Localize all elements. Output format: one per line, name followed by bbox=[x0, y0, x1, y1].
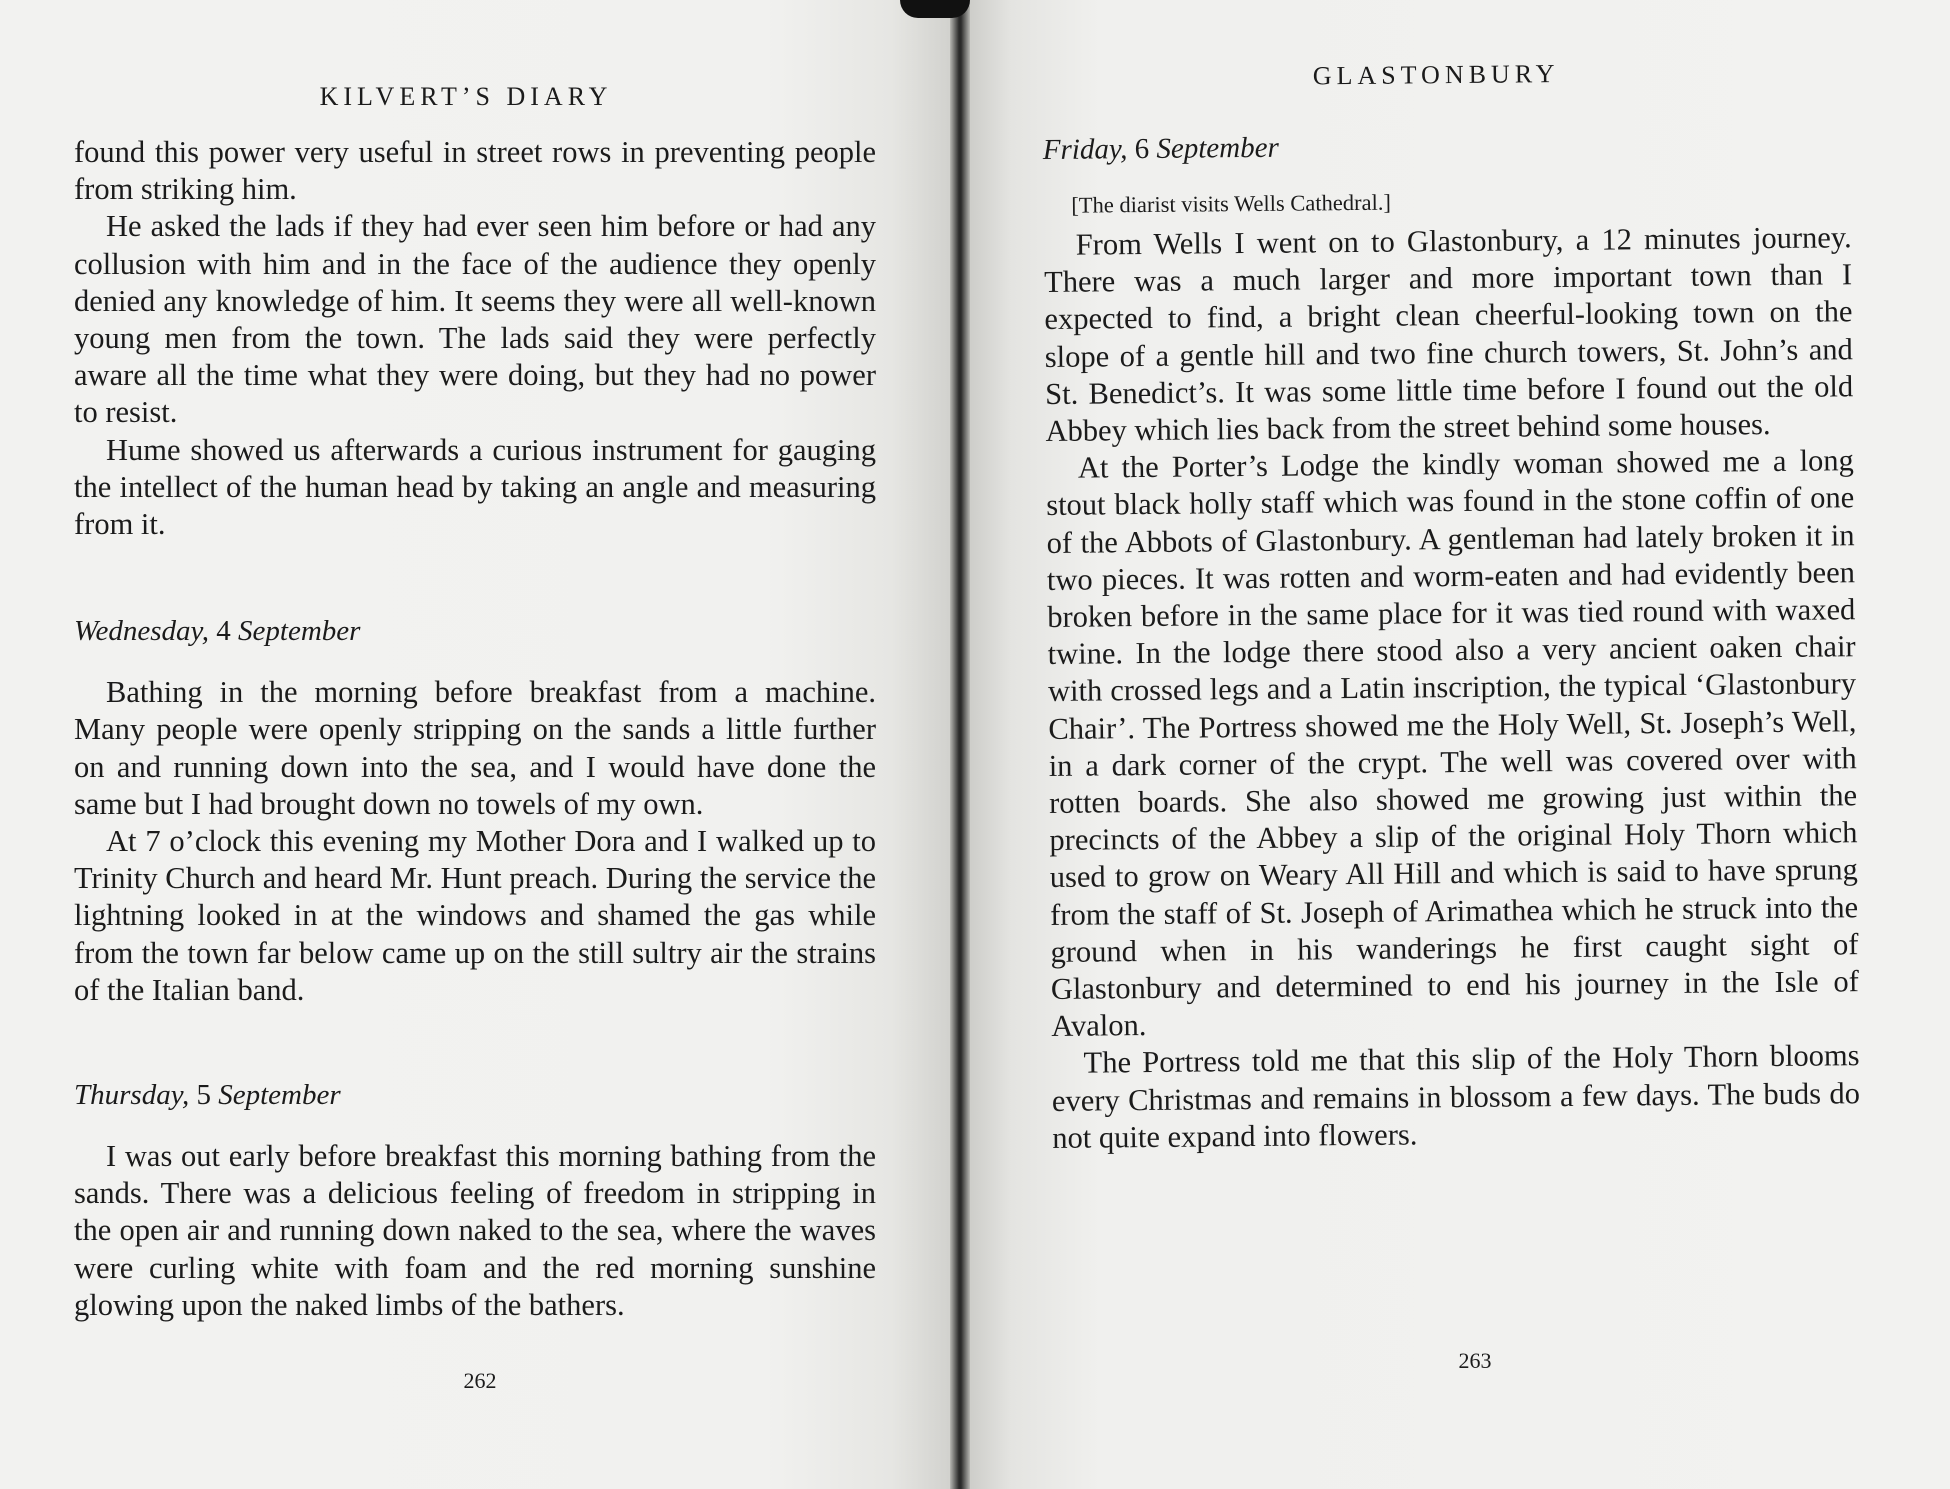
date-number: 4 bbox=[216, 615, 231, 648]
date-day: Thursday, bbox=[74, 1079, 190, 1112]
paragraph: Bathing in the morning before breakfast from a machine. Many people were openly stripping on the sands a little further on and running down into the sea, and I would have done the same but I had brought down no towels of my own. bbox=[74, 675, 876, 821]
spine-top bbox=[900, 0, 970, 18]
paragraph: At the Porter’s Lodge the kindly woman showed me a long stout black holly staff which was found in the stone coffin of one of the Abbots of Glastonbury. A gentleman had lately broken it in two pieces. It was rotten and worm-eaten and had evidently been broken before in the same place for it was tied round with waxed twine. In the lodge there stood also a very ancient oaken chair with crossed legs and a Latin inscription, the typical ‘Glastonbury Chair’. The Portress showed me the Holy Well, St. Joseph’s Well, in a dark corner of the crypt. The well was covered over with rotten boards. She also showed me growing just within the precincts of the Abbey a slip of the original Holy Thorn which used to grow on Weary All Hill and which is said to have sprung from the staff of St. Joseph of Arimathea which he struck into the ground when in his wanderings he first caught sight of Glastonbury and determined to end his journey in the Isle of Avalon. bbox=[1046, 443, 1860, 1044]
date-number: 5 bbox=[196, 1079, 211, 1112]
running-head-left: KILVERT’S DIARY bbox=[319, 82, 613, 111]
left-page bbox=[0, 0, 958, 1489]
right-page-content bbox=[1042, 56, 1860, 1157]
paragraph: found this power very useful in street rows in preventing people from striking him. bbox=[74, 135, 876, 207]
paragraph: The Portress told me that this slip of the Holy Thorn blooms every Christmas and remains in blossom a few days. The buds do not quite expand into flowers. bbox=[1051, 1038, 1861, 1155]
date-month: September bbox=[238, 615, 361, 648]
page-number-right: 263 bbox=[1458, 1348, 1492, 1373]
date-day: Wednesday, bbox=[74, 615, 210, 648]
page-number-left: 262 bbox=[463, 1368, 497, 1393]
date-day: Friday, bbox=[1042, 133, 1128, 166]
paragraph: At 7 o’clock this evening my Mother Dora and I walked up to Trinity Church and heard Mr. Hunt preach. During the service the lightning looked in at the windows and shamed the gas while from the town far below came up on the still sultry air the strains of the Italian band. bbox=[74, 824, 876, 1007]
paragraph: From Wells I went on to Glastonbury, a 12 minutes journey. There was a much larger and more important town than I expected to find, a bright clean cheerful-looking town on the slope of a gentle hill and two fine church towers, St. John’s and St. Benedict’s. It was some little time before I found out the old Abbey which lies back from the street behind some houses. bbox=[1043, 220, 1854, 448]
paragraph: He asked the lads if they had ever seen him before or had any collusion with him and in the face of the audience they openly denied any knowledge of him. It seems they were all well-known young men from the town. The lads said they were perfectly aware all the time what they were doing, but they had no power to resist. bbox=[74, 209, 876, 430]
date-number: 6 bbox=[1134, 132, 1150, 166]
editorial-note: [The diarist visits Wells Cathedral.] bbox=[1071, 189, 1392, 218]
running-head-right: GLASTONBURY bbox=[1312, 59, 1560, 91]
date-month: September bbox=[218, 1079, 341, 1112]
entry-date-wednesday bbox=[74, 615, 876, 648]
book-gutter bbox=[950, 0, 970, 1489]
paragraph: I was out early before breakfast this morning bathing from the sands. There was a delicious feeling of freedom in stripping in the open air and running down naked to the sea, where the waves were curling white with foam and the red morning sunshine glowing upon the naked limbs of the bathers. bbox=[74, 1139, 876, 1322]
entry-date-friday bbox=[1043, 126, 1851, 167]
right-page bbox=[962, 0, 1950, 1489]
entry-date-thursday bbox=[74, 1079, 876, 1112]
date-month: September bbox=[1156, 131, 1279, 165]
paragraph: Hume showed us afterwards a curious instrument for gauging the intellect of the human head by taking an angle and measuring from it. bbox=[74, 432, 876, 542]
